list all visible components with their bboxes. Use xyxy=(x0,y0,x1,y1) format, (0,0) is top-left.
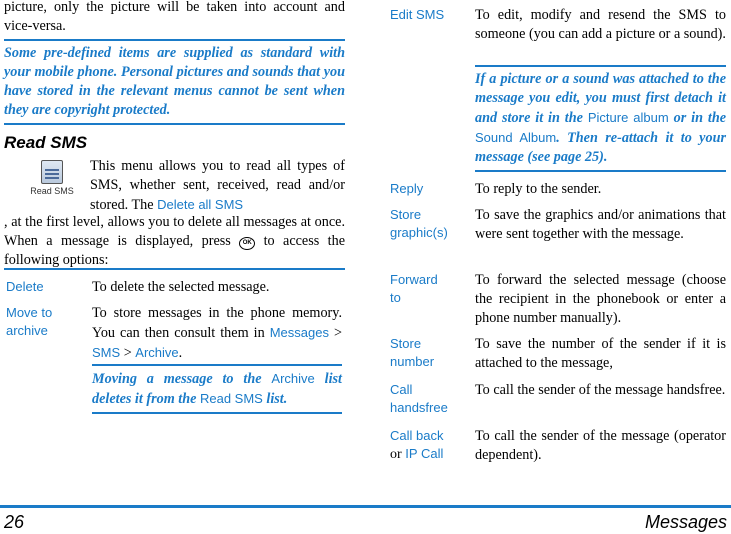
ip-call-option[interactable]: IP Call xyxy=(405,446,444,461)
read-sms-para-top: This menu allows you to read all types of SMS, whether sent, received, read and/or stored. The Delete all SMS xyxy=(90,158,345,213)
read-sms-para-continued: , at the first level, allows you to delete all messages at once. When a message is displayed, press OK to access the following options: xyxy=(4,214,346,268)
reply-option[interactable]: Reply xyxy=(390,181,424,196)
call-back-option[interactable]: Call back xyxy=(390,428,444,443)
envelope-list-icon xyxy=(41,160,63,184)
edit-note-top-rule xyxy=(475,65,726,67)
option-forward-to: Forward to To forward the selected message (choose the recipient in the phonebook or enter a phone number manually). xyxy=(390,272,726,326)
option-edit-sms: Edit SMS To edit, modify and resend the SMS to someone (you can add a picture or a sound). xyxy=(390,7,726,42)
section-name: Messages xyxy=(644,512,727,532)
option-store-number: Store number To save the number of the sender if it is attached to the message, xyxy=(390,336,726,371)
option-store-graphics: Store graphic(s) To save the graphics and/or animations that were sent together with the message. xyxy=(390,207,726,242)
menu-path-archive[interactable]: Archive xyxy=(135,345,179,360)
section-heading-read-sms: Read SMS xyxy=(4,133,88,152)
copyright-note: Some pre-defined items are supplied as standard with your mobile phone. Personal pictures and sounds that you have stored in the relevant menus cannot be sent when they are copyright protected. xyxy=(4,44,345,125)
archive-note: Moving a message to the Archive list deletes it from the Read SMS list. xyxy=(92,369,342,414)
menu-path-messages[interactable]: Messages xyxy=(269,325,329,340)
forward-to-option[interactable]: Forward to xyxy=(390,272,438,305)
option-reply: Reply To reply to the sender. xyxy=(390,181,602,197)
options-top-rule xyxy=(4,268,345,270)
page-number: 26 xyxy=(4,512,25,532)
read-sms-menu-icon xyxy=(20,160,84,197)
menu-path-sms[interactable]: SMS xyxy=(92,345,121,360)
option-call-back: Call back or IP Call To call the sender of the message (operator dependent). xyxy=(390,428,726,463)
store-graphics-option[interactable]: Store graphic(s) xyxy=(390,207,448,240)
detach-note: If a picture or a sound was attached to the message you edit, you must first detach it and store it in the Picture album or in the Sound Album. Then re-attach it to your message (see page 25). xyxy=(475,70,726,172)
option-delete: Delete To delete the selected message. xyxy=(6,279,270,295)
icon-caption: Read SMS xyxy=(30,186,74,196)
intro-text: picture, only the picture will be taken into account and vice-versa. xyxy=(4,0,345,34)
call-handsfree-option[interactable]: Call handsfree xyxy=(390,382,448,415)
footer-rule xyxy=(0,505,731,508)
delete-option[interactable]: Delete xyxy=(6,279,44,294)
store-number-option[interactable]: Store number xyxy=(390,336,435,369)
edit-sms-option[interactable]: Edit SMS xyxy=(390,7,445,22)
ok-key-icon: OK xyxy=(239,237,255,250)
option-move-to-archive: Move to archive To store messages in the phone memory. You can then consult them in Messages > SMS > Archive. xyxy=(6,305,342,361)
delete-all-sms-link[interactable]: Delete all SMS xyxy=(157,197,244,212)
move-to-archive-option[interactable]: Move to archive xyxy=(6,305,53,338)
archive-note-top-rule xyxy=(92,364,342,366)
note-top-rule xyxy=(4,39,345,41)
option-call-handsfree: Call handsfree To call the sender of the message handsfree. xyxy=(390,382,726,415)
